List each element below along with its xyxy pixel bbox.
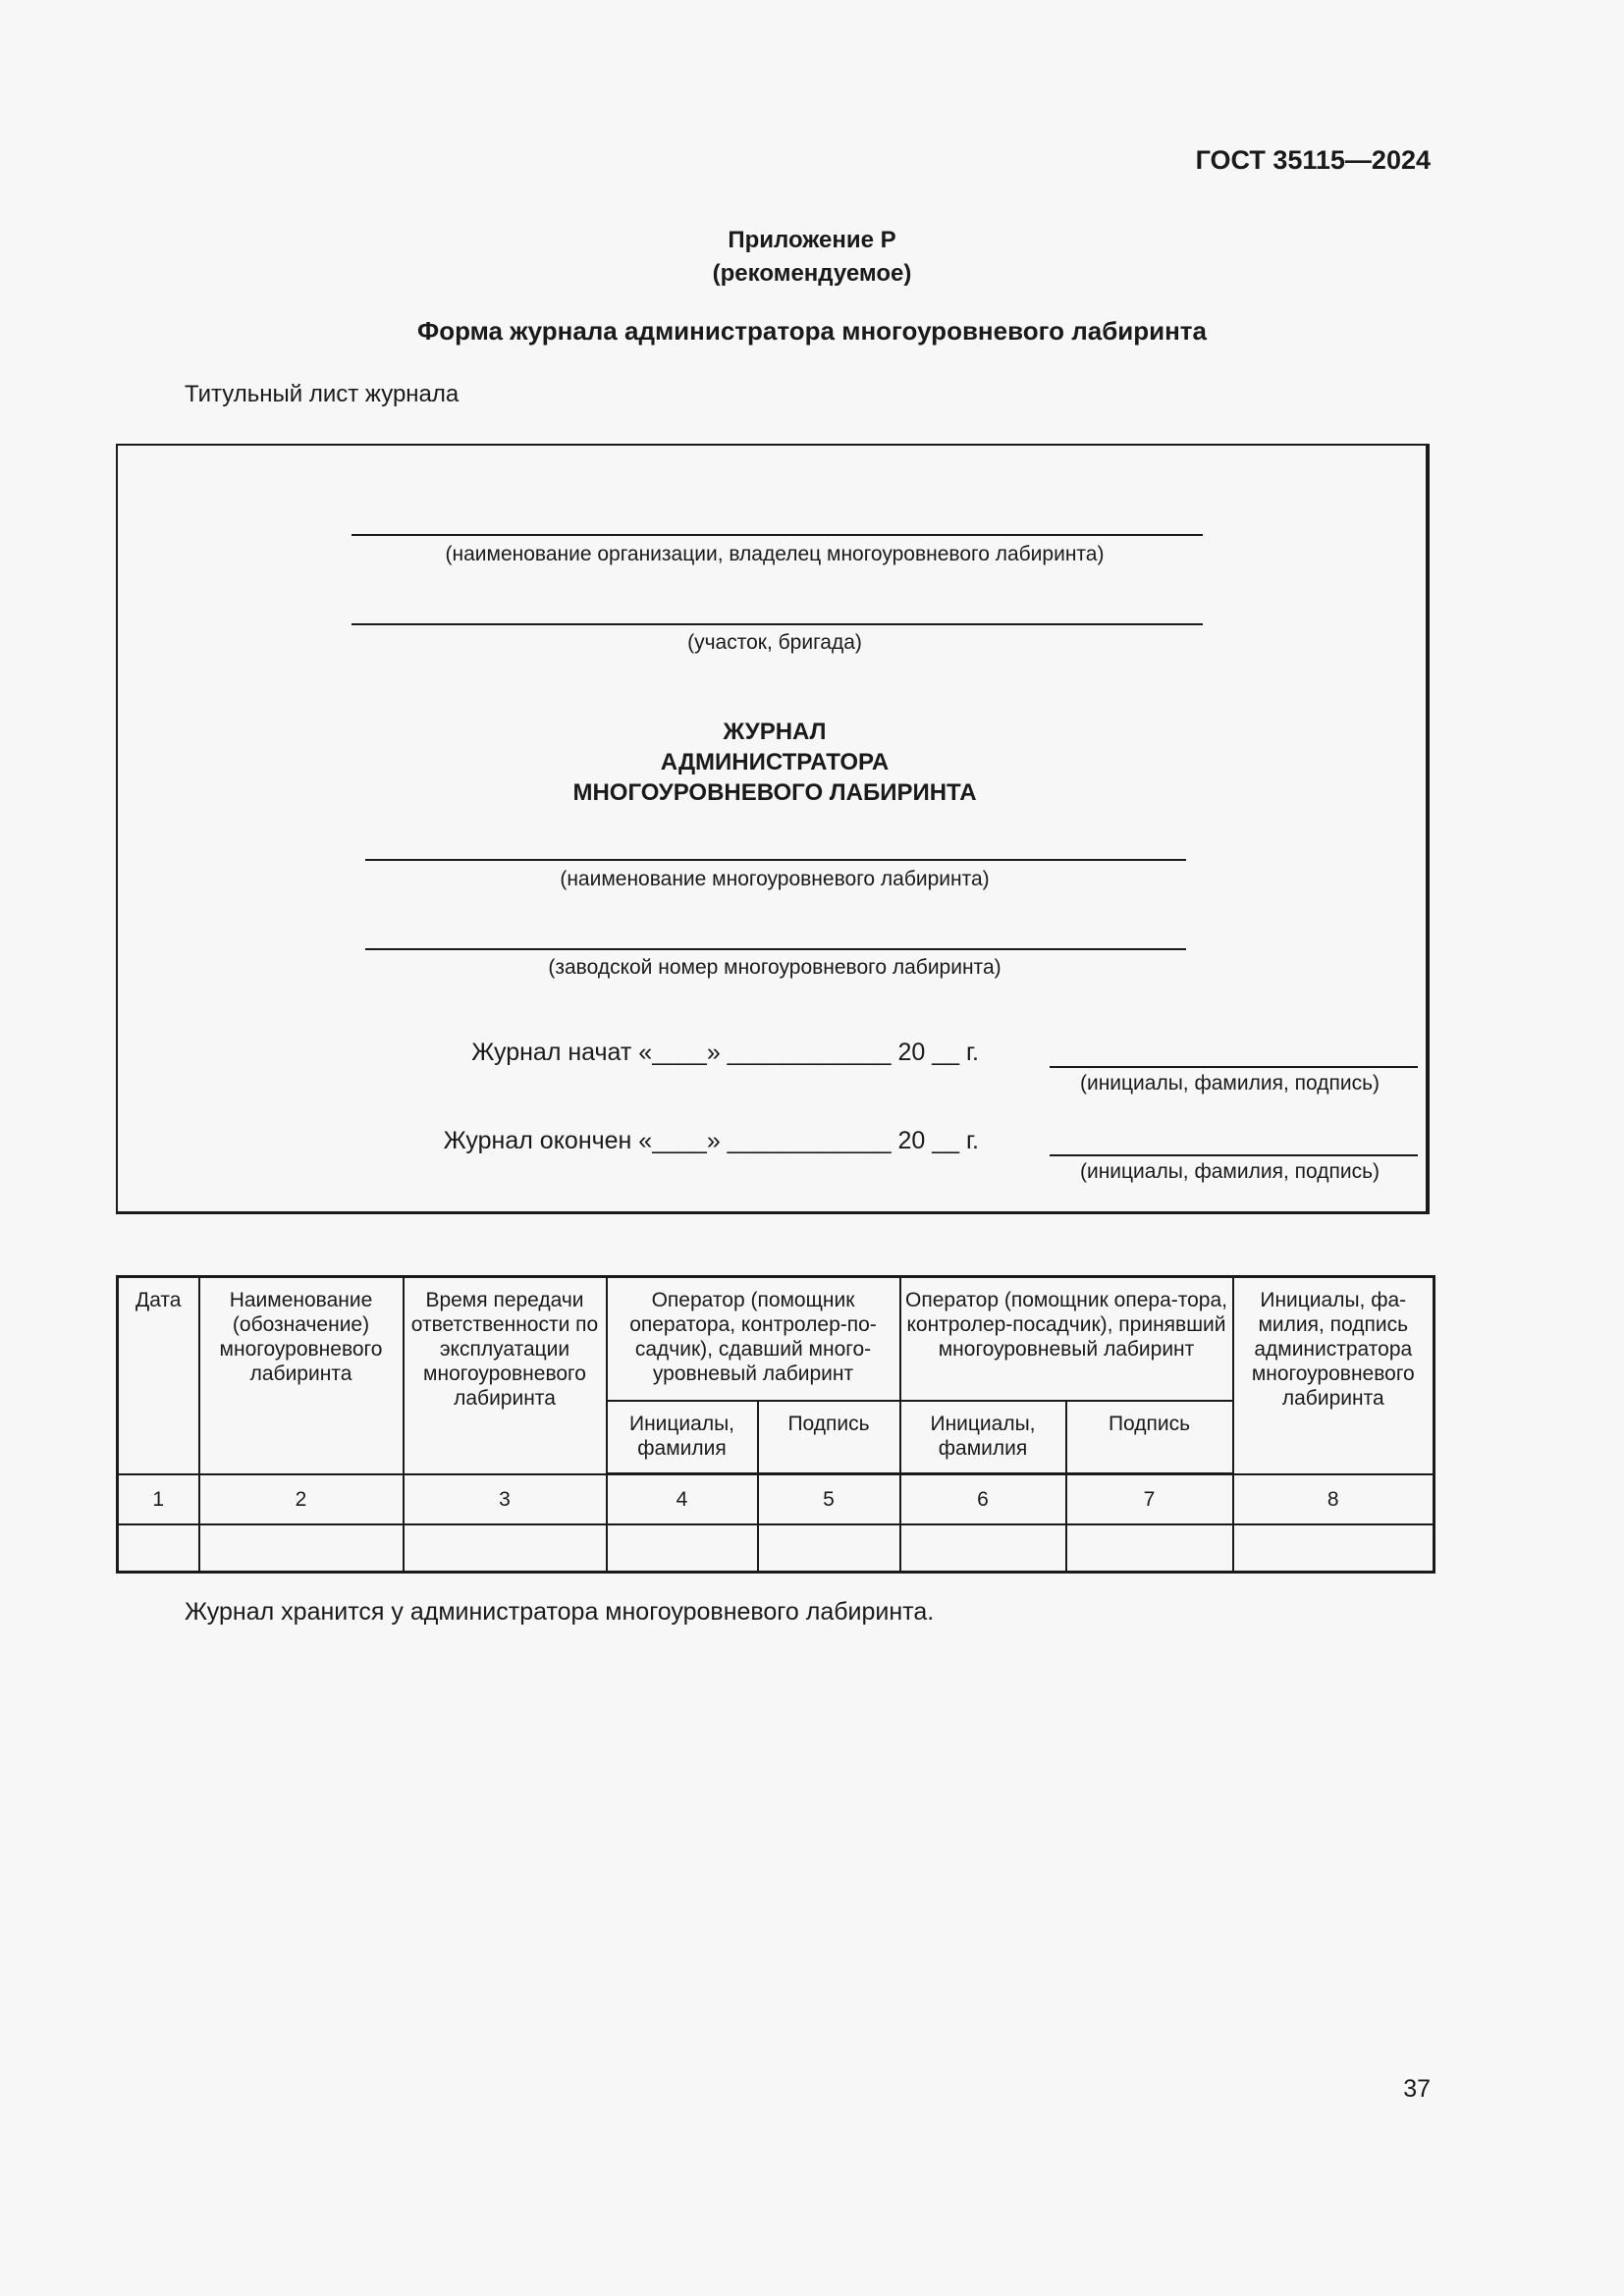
header-transfer-time: Время передачи ответственности по эксплуатации многоуровневого лабиринта <box>404 1277 607 1474</box>
column-number: 7 <box>1066 1474 1233 1525</box>
column-number: 4 <box>607 1474 758 1525</box>
column-number: 2 <box>199 1474 404 1525</box>
section-fill-line[interactable] <box>352 623 1203 625</box>
caption-finished-signature: (инициалы, фамилия, подпись) <box>1079 1160 1380 1183</box>
subheader-handed-initials: Инициалы, фамилия <box>607 1401 758 1474</box>
header-operator-received: Оператор (помощник опера-тора, контролер-посадчик), принявший многоуровневый лабиринт <box>900 1277 1233 1401</box>
name-fill-line[interactable] <box>365 859 1186 861</box>
appendix-title: Приложение Р <box>728 227 896 253</box>
column-number: 3 <box>404 1474 607 1525</box>
empty-cell[interactable] <box>758 1524 900 1573</box>
journal-title <box>118 717 1432 808</box>
subtitle: Титульный лист журнала <box>185 381 460 407</box>
caption-section: (участок, бригада) <box>687 631 862 654</box>
header-date: Дата <box>118 1277 199 1474</box>
journal-started-label: Журнал начат «____» ____________ 20 __ г. <box>471 1039 979 1066</box>
subheader-handed-signature: Подпись <box>758 1401 900 1474</box>
empty-cell[interactable] <box>1066 1524 1233 1573</box>
caption-started-signature: (инициалы, фамилия, подпись) <box>1079 1072 1380 1095</box>
header-admin: Инициалы, фа-милия, подпись администратора многоуровневого лабиринта <box>1233 1277 1435 1474</box>
org-fill-line[interactable] <box>352 534 1203 536</box>
started-signature-line[interactable] <box>1050 1066 1418 1068</box>
form-title: Форма журнала администратора многоуровневого лабиринта <box>417 316 1207 346</box>
caption-org: (наименование организации, владелец многоуровневого лабиринта) <box>445 543 1105 565</box>
column-number: 1 <box>118 1474 199 1525</box>
finished-signature-line[interactable] <box>1050 1154 1418 1156</box>
standard-number: ГОСТ 35115—2024 <box>1195 145 1431 175</box>
journal-title-line3: МНОГОУРОВНЕВОГО ЛАБИРИНТА <box>572 779 977 806</box>
subheader-received-signature: Подпись <box>1066 1401 1233 1474</box>
appendix-heading <box>0 224 1624 291</box>
column-number: 5 <box>758 1474 900 1525</box>
empty-cell[interactable] <box>1233 1524 1435 1573</box>
title-page-frame <box>116 444 1430 1214</box>
serial-fill-line[interactable] <box>365 948 1186 950</box>
journal-log-table <box>116 1275 1435 1574</box>
journal-finished-label: Журнал окончен «____» ____________ 20 __ г. <box>443 1127 979 1154</box>
empty-cell[interactable] <box>118 1524 199 1573</box>
empty-cell[interactable] <box>199 1524 404 1573</box>
empty-cell[interactable] <box>900 1524 1066 1573</box>
header-operator-handed: Оператор (помощник оператора, контролер-по-садчик), сдавший много-уровневый лабиринт <box>607 1277 900 1401</box>
journal-title-line2: АДМИНИСТРАТОРА <box>660 749 890 775</box>
subheader-received-initials: Инициалы, фамилия <box>900 1401 1066 1474</box>
header-labyrinth-name: Наименование (обозначение) многоуровневого лабиринта <box>199 1277 404 1474</box>
page-number: 37 <box>1403 2075 1431 2103</box>
column-number: 6 <box>900 1474 1066 1525</box>
caption-serial: (заводской номер многоуровневого лабиринта) <box>548 956 1001 979</box>
footnote: Журнал хранится у администратора многоуровневого лабиринта. <box>185 1598 935 1626</box>
empty-cell[interactable] <box>404 1524 607 1573</box>
journal-title-line1: ЖУРНАЛ <box>723 719 827 745</box>
empty-cell[interactable] <box>607 1524 758 1573</box>
column-number: 8 <box>1233 1474 1435 1525</box>
caption-name: (наименование многоуровневого лабиринта) <box>560 868 990 890</box>
appendix-note: (рекомендуемое) <box>712 260 912 287</box>
